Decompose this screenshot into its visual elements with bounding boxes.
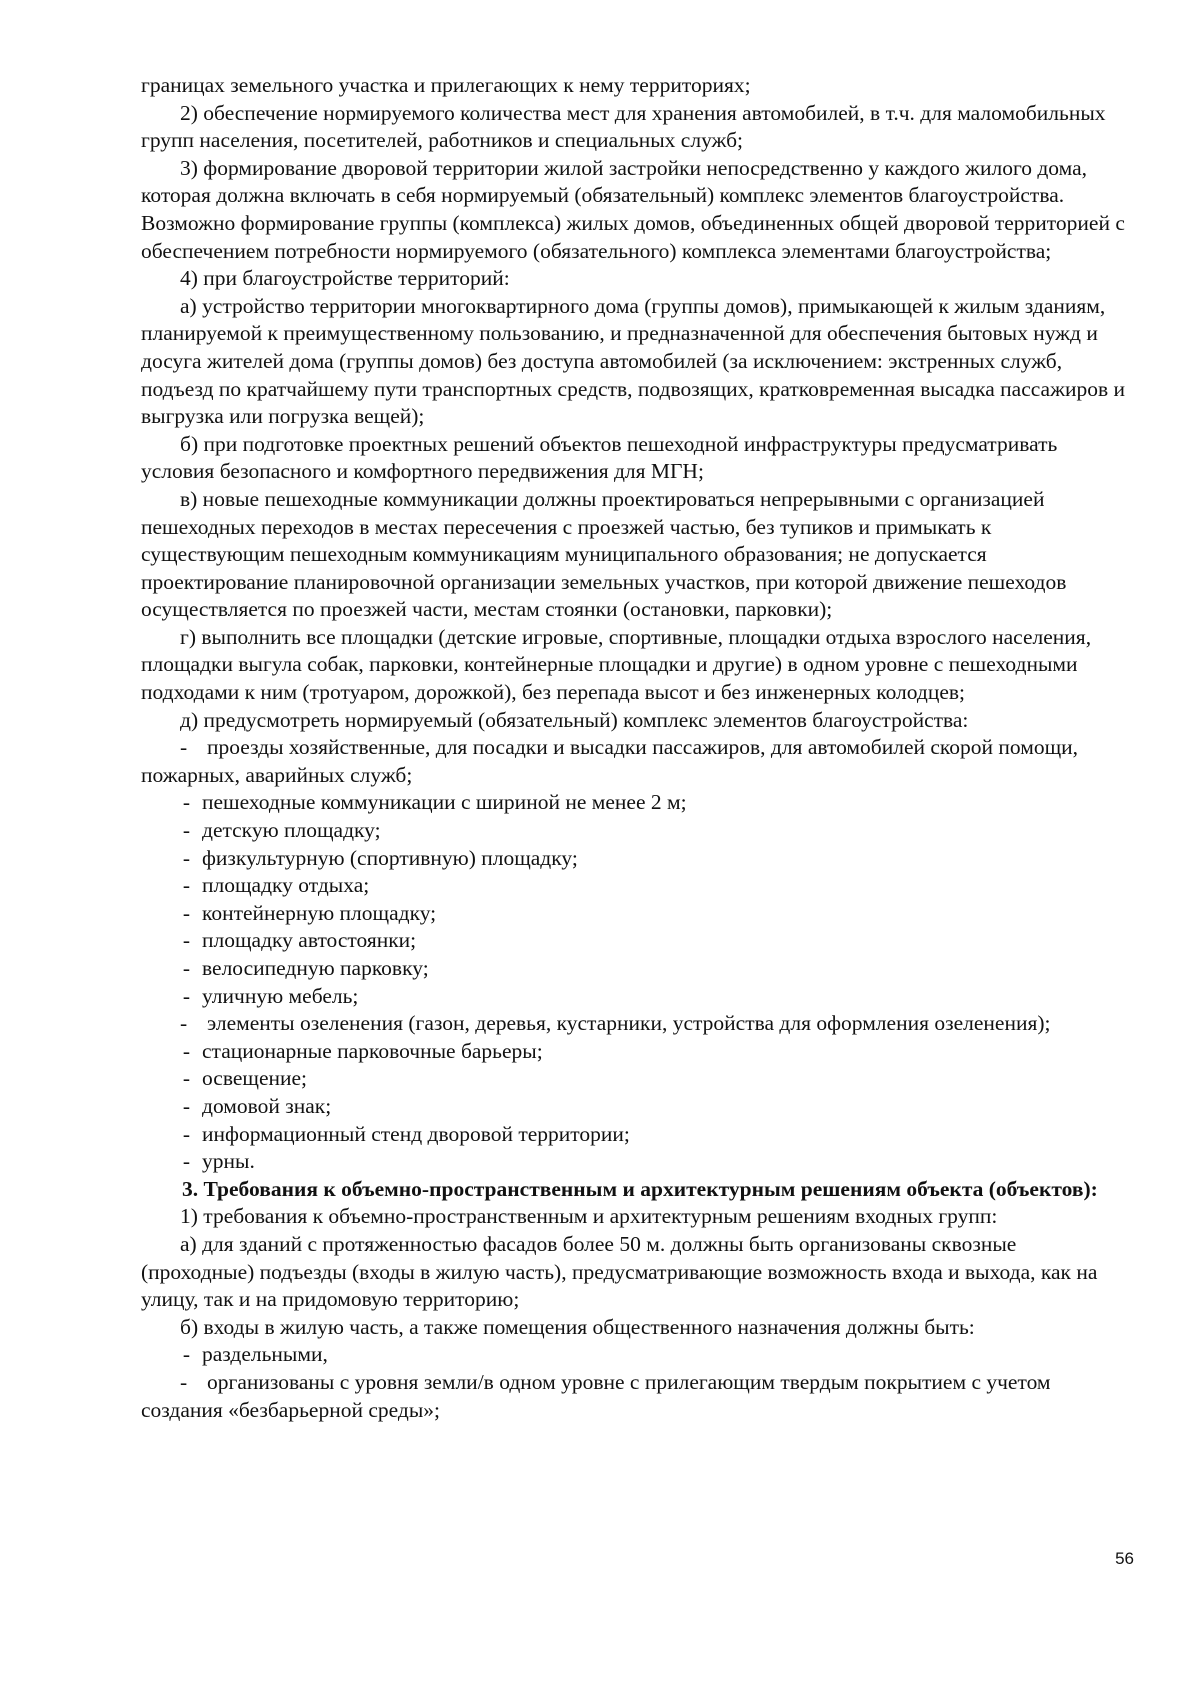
list-item [141,983,1133,1011]
list-dash: - [182,1342,191,1367]
list-item [141,1341,1133,1369]
document-body [141,72,1133,1424]
paragraph: г) выполнить все площадки (детские игровые, спортивные, площадки отдыха взрослого населения, площадки выгула собак, парковки, контейнерные площадки и другие) в одном уровне с пешеходными подходами к ним (тротуаром, дорожкой), без перепада высот и без инженерных колодцев; [141,624,1092,705]
list-dash: - [182,1038,191,1063]
list-dash: - [182,845,191,870]
paragraph: 2) обеспечение нормируемого количества мест для хранения автомобилей, в т.ч. для маломобильных групп населения, посетителей, работников и специальных служб; [141,100,1106,153]
list-item-text: площадку отдыха; [202,873,370,898]
list-item-text: детскую площадку; [202,818,381,843]
list-dash: - [182,928,191,953]
list-item [141,955,1133,983]
list-dash: - [182,873,191,898]
list-item-text: пешеходные коммуникации с шириной не менее 2 м; [202,790,687,815]
list-dash: - [182,1149,191,1174]
paragraph: границах земельного участка и прилегающих к нему территориях; [141,73,751,97]
section-heading: 3. Требования к объемно-пространственным и архитектурным решениям объекта (объектов): [182,1176,1098,1201]
list-item [141,1121,1133,1149]
list-dash: - [180,1011,188,1036]
list-dash: - [182,983,191,1008]
list-dash: - [182,1066,191,1091]
list-item-text: элементы озеленения (газон, деревья, кустарники, устройства для оформления озеленения); [207,1011,1051,1036]
list-item [141,817,1133,845]
list-item [141,1038,1133,1066]
paragraph: б) входы в жилую часть, а также помещения общественного назначения должны быть: [180,1314,975,1339]
list-item-text: урны. [202,1149,255,1174]
list-item-text: контейнерную площадку; [202,900,437,925]
list-dash: - [180,1369,188,1394]
list-item [141,789,1133,817]
list-item-text: домовой знак; [202,1093,332,1118]
paragraph: 4) при благоустройстве территорий: [180,266,510,291]
paragraph: а) для зданий с протяженностью фасадов более 50 м. должны быть организованы сквозные (проходные) подъезды (входы в жилую часть), предусматривающие возможность входа и выхода, как на улицу, так и на придомовую территорию; [141,1231,1098,1312]
list-item [141,872,1133,900]
list-item [141,845,1133,873]
list-item-text: раздельными, [202,1342,328,1367]
list-item [141,1065,1133,1093]
list-dash: - [182,956,191,980]
list-item [141,1093,1133,1121]
list-item-text: площадку автостоянки; [202,928,417,953]
list-dash: - [182,818,191,843]
list-item-text: организованы с уровня земли/в одном уровне с прилегающим твердым покрытием с учетом создания «безбарьерной среды»; [141,1369,1051,1422]
list-item [141,734,1133,789]
page-number: 56 [1115,1549,1134,1568]
list-item-text: физкультурную (спортивную) площадку; [202,845,578,870]
list-item-text: информационный стенд дворовой территории; [202,1121,630,1146]
list-item-text: освещение; [202,1066,308,1091]
list-dash: - [182,900,191,925]
list-item [141,900,1133,928]
paragraph: д) предусмотреть нормируемый (обязательный) комплекс элементов благоустройства: [180,707,969,732]
list-dash: - [180,735,188,760]
list-item [141,1369,1133,1424]
list-item-text: проезды хозяйственные, для посадки и высадки пассажиров, для автомобилей скорой помощи, пожарных, аварийных служб; [141,735,1079,787]
paragraph: а) устройство территории многоквартирного дома (группы домов), примыкающей к жилым зданиям, планируемой к преимущественному пользованию, и предназначенной для обеспечения бытовых нужд и досуга жителей дома (группы домов) без доступа автомобилей (за исключением: экстренных служб, подъезд по кратчайшему пути транспортных средств, подвозящих, кратковременная высадка пассажиров и выгрузка или погрузка вещей); [141,293,1125,429]
list-item [141,1148,1133,1176]
list-item-text: стационарные парковочные барьеры; [202,1038,543,1063]
paragraph: 1) требования к объемно-пространственным и архитектурным решениям входных групп: [180,1204,998,1229]
list-dash: - [182,1121,191,1146]
list-item [141,1010,1133,1038]
list-item-text: велосипедную парковку; [202,956,429,980]
list-dash: - [182,790,191,815]
list-dash: - [182,1093,191,1118]
list-item [141,927,1133,955]
paragraph: 3) формирование дворовой территории жилой застройки непосредственно у каждого жилого дома, которая должна включать в себя нормируемый (обязательный) комплекс элементов благоустройства. Возможно формирование группы (комплекса) жилых домов, объединенных общей дворовой территорией с обеспечением потребности нормируемого (обязательного) комплекса элементами благоустройства; [141,155,1125,263]
paragraph: в) новые пешеходные коммуникации должны проектироваться непрерывными с организацией пешеходных переходов в местах пересечения с проезжей частью, без тупиков и примыкать к существующим пешеходным коммуникациям муниципального образования; не допускается проектирование планировочной организации земельных участков, при которой движение пешеходов осуществляется по проезжей части, местам стоянки (остановки, парковки); [141,486,1067,622]
list-item-text: уличную мебель; [202,983,359,1008]
paragraph: б) при подготовке проектных решений объектов пешеходной инфраструктуры предусматривать условия безопасного и комфортного передвижения для МГН; [141,431,1058,484]
